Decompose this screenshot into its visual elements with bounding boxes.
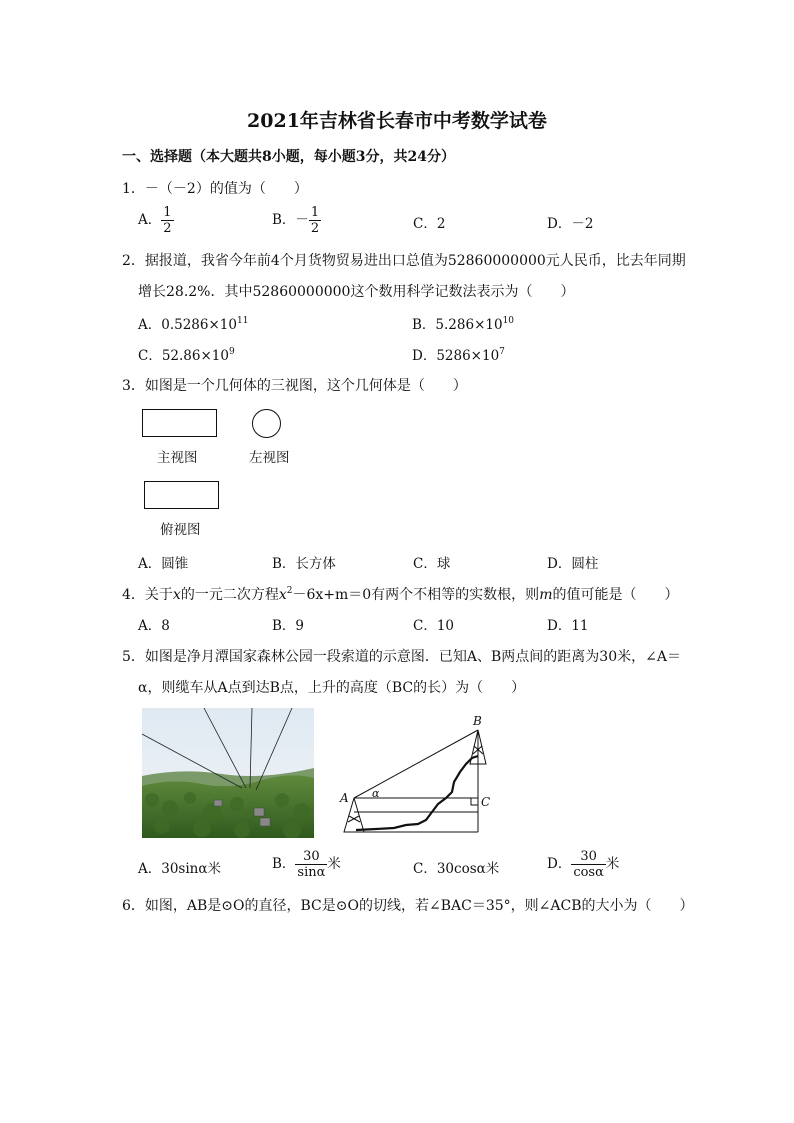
- option-label: D．: [547, 856, 572, 872]
- question-2-option-c: [138, 344, 235, 364]
- option-text: B．5.286×10: [412, 317, 503, 333]
- fraction: [295, 849, 327, 880]
- question-5-line-1: 5．如图是净月潭国家森林公园一段索道的示意图．已知A、B两点间的距离为30米，∠A＝: [122, 649, 681, 665]
- section-heading: 一、选择题（本大题共8小题，每小题3分，共24分）: [122, 149, 455, 165]
- denominator: sinα: [297, 865, 326, 880]
- exponent: 2: [286, 586, 293, 596]
- denominator: 2: [163, 221, 172, 236]
- variable: m: [539, 587, 553, 603]
- option-text: D．5286×10: [412, 348, 500, 364]
- question-4-stem: [122, 584, 678, 604]
- question-2-line-1: 2．据报道，我省今年前4个月货物贸易进出口总值为52860000000元人民币，比去年同期: [122, 253, 686, 269]
- question-3-option-a: A．圆锥: [138, 556, 189, 572]
- exponent: 11: [236, 316, 249, 326]
- unit: 米: [605, 856, 620, 872]
- fraction: [161, 205, 173, 236]
- option-text: C．52.86×10: [138, 348, 229, 364]
- label-a: A: [340, 791, 349, 805]
- label-b: B: [473, 714, 482, 728]
- question-4-option-d: D．11: [547, 618, 589, 634]
- question-5-line-2: α，则缆车从A点到达B点，上升的高度（BC的长）为（ ）: [138, 680, 526, 696]
- numerator: 1: [163, 205, 172, 220]
- question-1-option-c: C．2: [413, 216, 446, 232]
- numerator: 30: [571, 849, 606, 865]
- top-view-caption: 俯视图: [160, 522, 201, 538]
- question-2-option-a: [138, 313, 248, 333]
- cableway-diagram: [336, 712, 498, 838]
- question-5-option-b: [272, 849, 341, 880]
- question-1-option-d: D．－2: [547, 216, 594, 232]
- numerator: 1: [310, 205, 320, 220]
- option-label: B．－: [272, 212, 309, 228]
- numerator: 30: [295, 849, 327, 865]
- fraction: [571, 849, 606, 880]
- text: 的一元二次方程: [180, 587, 279, 603]
- fraction: [309, 205, 321, 236]
- text: 4．关于: [122, 587, 173, 603]
- question-6-stem: 6．如图，AB是⊙O的直径，BC是⊙O的切线，若∠BAC＝35°，则∠ACB的大小为（ ）: [122, 898, 694, 914]
- label-c: C: [481, 795, 491, 809]
- front-view-caption: 主视图: [157, 450, 198, 466]
- front-view-rectangle: [142, 409, 217, 437]
- question-5-option-c: C．30cosα米: [413, 861, 500, 877]
- denominator: cosα: [573, 865, 604, 880]
- question-1-option-a: [138, 205, 174, 236]
- question-2-line-2: 增长28.2%．其中52860000000这个数用科学记数法表示为（ ）: [138, 284, 575, 300]
- unit: 米: [327, 856, 341, 872]
- question-4-option-a: A．8: [138, 618, 170, 634]
- question-3-stem: 3．如图是一个几何体的三视图，这个几何体是（ ）: [122, 378, 467, 394]
- label-alpha: α: [372, 787, 380, 800]
- left-view-circle: [252, 409, 281, 438]
- option-label: A．: [138, 212, 162, 228]
- question-5-option-a: A．30sinα米: [138, 861, 221, 877]
- question-3-option-d: D．圆柱: [547, 556, 599, 572]
- text: －6x+m＝0有两个不相等的实数根，则: [292, 587, 540, 603]
- question-2-option-b: [412, 313, 514, 333]
- cableway-photo: [142, 708, 314, 838]
- top-view-rectangle: [144, 481, 219, 509]
- variable: x: [172, 587, 181, 603]
- exponent: 7: [499, 347, 505, 357]
- option-label: B．: [272, 856, 296, 872]
- question-3-option-c: C．球: [413, 556, 451, 572]
- question-4-option-c: C．10: [413, 618, 455, 634]
- variable: x: [278, 587, 287, 603]
- exponent: 10: [502, 316, 515, 326]
- question-1-stem: 1．－（－2）的值为（ ）: [122, 181, 308, 197]
- left-view-caption: 左视图: [249, 450, 290, 466]
- option-text: A．0.5286×10: [138, 317, 237, 333]
- question-5-option-d: [547, 849, 619, 880]
- denominator: 2: [310, 221, 320, 236]
- page-title: 2021年吉林省长春市中考数学试卷: [247, 110, 547, 132]
- text: 的值可能是（ ）: [552, 587, 679, 603]
- question-2-option-d: [412, 344, 505, 364]
- question-3-option-b: B．长方体: [272, 556, 336, 572]
- exponent: 9: [228, 347, 235, 357]
- question-4-option-b: B．9: [272, 618, 305, 634]
- question-1-option-b: [272, 205, 321, 236]
